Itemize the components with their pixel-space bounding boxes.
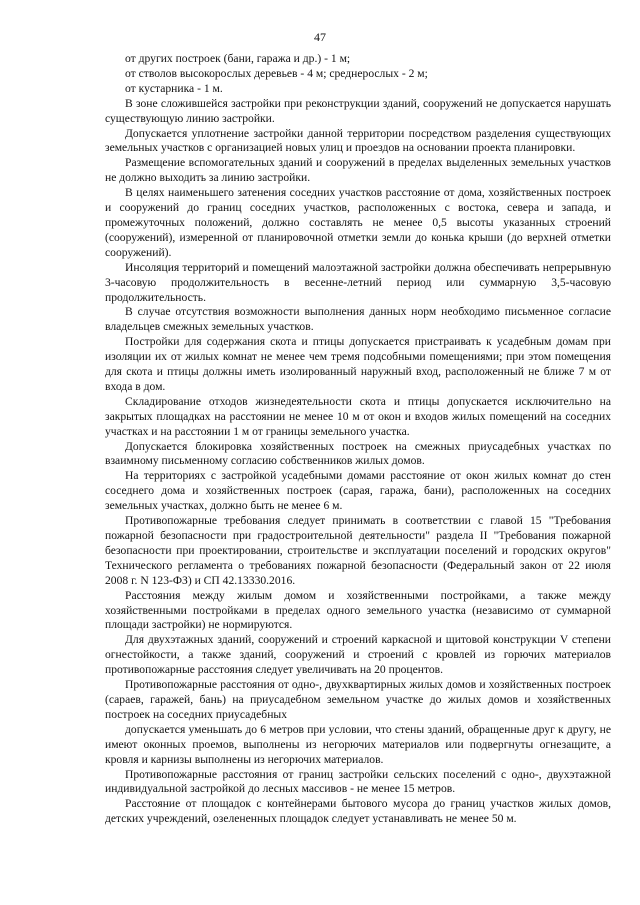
paragraph: Противопожарные расстояния от границ застройки сельских поселений с одно-, двухэтажной индивидуальной застройкой до лесных массивов - не менее 15 метров.: [105, 767, 611, 796]
paragraph: Складирование отходов жизнедеятельности скота и птицы допускается исключительно на закрытых площадках на расстоянии не менее 10 м от окон и входов жилых помещений на соседних участках и на расстоянии 1 м от границы земельного участка.: [105, 394, 611, 438]
paragraph: Противопожарные требования следует принимать в соответствии с главой 15 "Требования пожарной безопасности при градостроительной деятельности" раздела II "Требования пожарной безопасности при проектировании, строительстве и эксплуатации поселений и городских округов" Технического регламента о требованиях пожарной безопасности (Федеральный закон от 22 июля 2008 г. N 123-ФЗ) и СП 42.13330.2016.: [105, 514, 611, 587]
paragraph: Расстояния между жилым домом и хозяйственными постройками, а также между хозяйственными постройками в пределах одного земельного участка (независимо от суммарной площади застройки) не нормируются.: [105, 588, 611, 632]
paragraph: Размещение вспомогательных зданий и сооружений в пределах выделенных земельных участков не должно выходить за линию застройки.: [105, 156, 611, 185]
paragraph: допускается уменьшать до 6 метров при условии, что стены зданий, обращенные друг к другу, не имеют оконных проемов, выполнены из негорючих материалов или подвергнуты огнезащите, а кровля и карнизы выполнены из негорючих материалов.: [105, 722, 611, 766]
paragraph: В зоне сложившейся застройки при реконструкции зданий, сооружений не допускается нарушать существующую линию застройки.: [105, 96, 611, 125]
paragraph: В целях наименьшего затенения соседних участков расстояние от дома, хозяйственных построек и сооружений до границ соседних участков, расположенных с востока, севера и запада, и промежуточных положений, должно составлять не менее 0,5 высоты указанных строений (сооружений), измеренной от планировочной отметки земли до конька крыши (до верхней отметки сооружений).: [105, 186, 611, 259]
paragraph: от стволов высокорослых деревьев - 4 м; среднерослых - 2 м;: [125, 66, 428, 80]
page-number: 47: [314, 30, 326, 44]
paragraph: Противопожарные расстояния от одно-, двухквартирных жилых домов и хозяйственных построек (сараев, гаражей, бань) на приусадебном земельном участке до жилых домов и хозяйственных построек на соседних приусадебных: [105, 678, 611, 721]
paragraph: Инсоляция территорий и помещений малоэтажной застройки должна обеспечивать непрерывную 3-часовую продолжительность в весенне-летний период или суммарную 3,5-часовую продолжительность.: [105, 260, 611, 304]
paragraph: от других построек (бани, гаража и др.) - 1 м;: [125, 52, 351, 65]
paragraph: В случае отсутствия возможности выполнения данных норм необходимо письменное согласие владельцев смежных земельных участков.: [105, 305, 611, 334]
paragraph: Допускается блокировка хозяйственных построек на смежных приусадебных участках по взаимному письменному согласию собственников жилых домов.: [105, 439, 611, 468]
paragraph: На территориях с застройкой усадебными домами расстояние от окон жилых комнат до стен соседнего дома и хозяйственных построек (сарая, гаража, бани), расположенных на соседних земельных участках, должно быть не менее 6 м.: [105, 469, 611, 513]
paragraph: от кустарника - 1 м.: [125, 81, 223, 95]
document-body: [105, 52, 611, 827]
paragraph: Постройки для содержания скота и птицы допускается пристраивать к усадебным домам при изоляции их от жилых комнат не менее чем тремя подсобными помещениями; при этом помещения для скота и птицы должны иметь изолированный наружный вход, расположенный не ближе 7 м от входа в дом.: [105, 335, 611, 393]
paragraph: Для двухэтажных зданий, сооружений и строений каркасной и щитовой конструкции V степени огнестойкости, а также зданий, сооружений и строений с кровлей из горючих материалов противопожарные расстояния следует увеличивать на 20 процентов.: [105, 633, 611, 677]
paragraph: Допускается уплотнение застройки данной территории посредством разделения существующих земельных участков с организацией новых улиц и проездов на основании проекта планировки.: [105, 126, 611, 155]
paragraph: Расстояние от площадок с контейнерами бытового мусора до границ участков жилых домов, детских учреждений, озелененных площадок следует устанавливать не менее 50 м.: [105, 797, 611, 826]
